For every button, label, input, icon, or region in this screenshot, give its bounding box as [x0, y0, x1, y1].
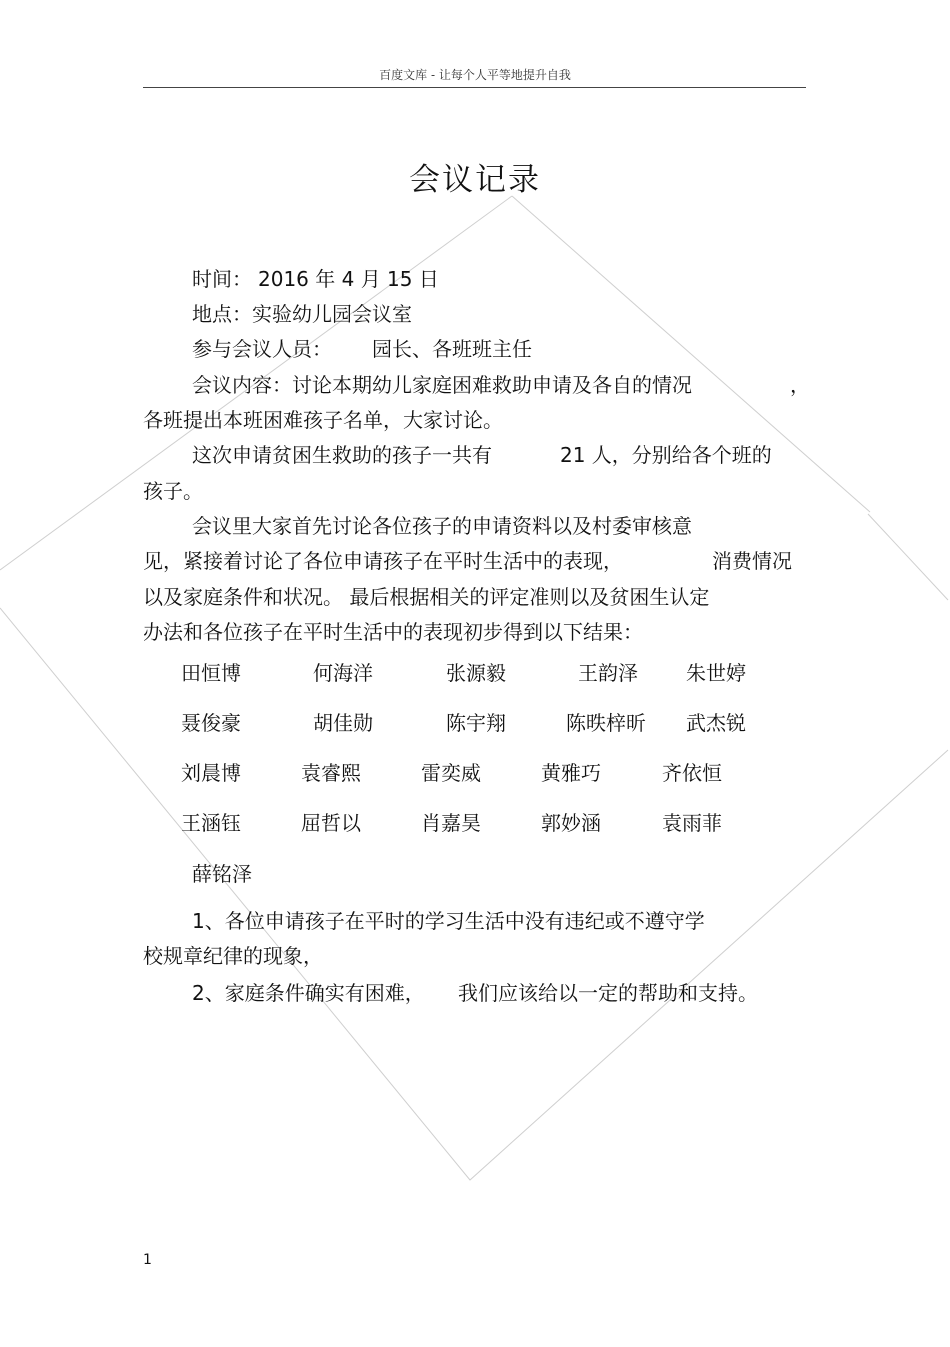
count-line-2: 孩子。 [143, 479, 203, 503]
review-line-4: 办法和各位孩子在平时生活中的表现初步得到以下结果： [143, 620, 643, 644]
topic-line-1-comma: ， [790, 373, 810, 397]
list-item: 陈宇翔 [446, 711, 506, 735]
list-item: 田恒博 [181, 661, 241, 685]
document-title: 会议记录 [409, 162, 541, 198]
list-item: 张源毅 [446, 661, 506, 685]
list-item: 刘晨博 [181, 761, 241, 785]
place-label: 地点： [192, 302, 252, 326]
place-value: 实验幼儿园会议室 [252, 302, 412, 326]
count-line-1b: 21 人，分别给各个班的 [560, 443, 772, 467]
attendees-value: 园长、各班班主任 [372, 337, 532, 361]
review-line-1: 会议里大家首先讨论各位孩子的申请资料以及村委审核意 [192, 514, 692, 538]
review-line-3: 以及家庭条件和状况。 最后根据相关的评定准则以及贫困生认定 [143, 585, 710, 609]
list-item: 雷奕威 [421, 761, 481, 785]
list-item: 武杰锐 [686, 711, 746, 735]
time-label: 时间： [192, 267, 252, 291]
result-2-a: 2、家庭条件确实有困难， [192, 981, 425, 1005]
attendees-label: 参与会议人员： [192, 337, 332, 361]
list-item: 王韵泽 [578, 661, 638, 685]
header-rule [143, 87, 806, 88]
time-value: 2016 年 4 月 15 日 [258, 267, 439, 291]
result-2-b: 我们应该给以一定的帮助和支持。 [458, 981, 758, 1005]
result-1-line-1: 1、各位申请孩子在平时的学习生活中没有违纪或不遵守学 [192, 909, 705, 933]
list-item: 袁雨菲 [662, 811, 722, 835]
time-line [192, 266, 439, 292]
page-number: 1 [143, 1252, 152, 1268]
list-item: 肖嘉昊 [421, 811, 481, 835]
list-item: 胡佳勋 [313, 711, 373, 735]
list-item: 何海洋 [313, 661, 373, 685]
list-item: 齐依恒 [662, 761, 722, 785]
list-item: 薛铭泽 [192, 862, 252, 886]
list-item: 陈昳梓昕 [566, 711, 646, 735]
page-header: 百度文库 - 让每个人平等地提升自我 [379, 68, 571, 82]
place-line [192, 301, 412, 327]
list-item: 屈哲以 [301, 811, 361, 835]
review-line-2a: 见，紧接着讨论了各位申请孩子在平时生活中的表现， [143, 549, 623, 573]
result-1-line-2: 校规章纪律的现象， [143, 944, 323, 968]
list-item: 郭妙涵 [541, 811, 601, 835]
topic-line-1: 会议内容：讨论本期幼儿家庭困难救助申请及各自的情况 [192, 373, 692, 397]
list-item: 聂俊豪 [181, 711, 241, 735]
attendees-line [192, 336, 532, 362]
topic-line-2: 各班提出本班困难孩子名单，大家讨论。 [143, 408, 503, 432]
review-line-2b: 消费情况 [712, 549, 792, 573]
count-line-1a: 这次申请贫困生救助的孩子一共有 [192, 443, 492, 467]
list-item: 黄雅巧 [541, 761, 601, 785]
list-item: 袁睿熙 [301, 761, 361, 785]
list-item: 朱世婷 [686, 661, 746, 685]
list-item: 王涵钰 [181, 811, 241, 835]
